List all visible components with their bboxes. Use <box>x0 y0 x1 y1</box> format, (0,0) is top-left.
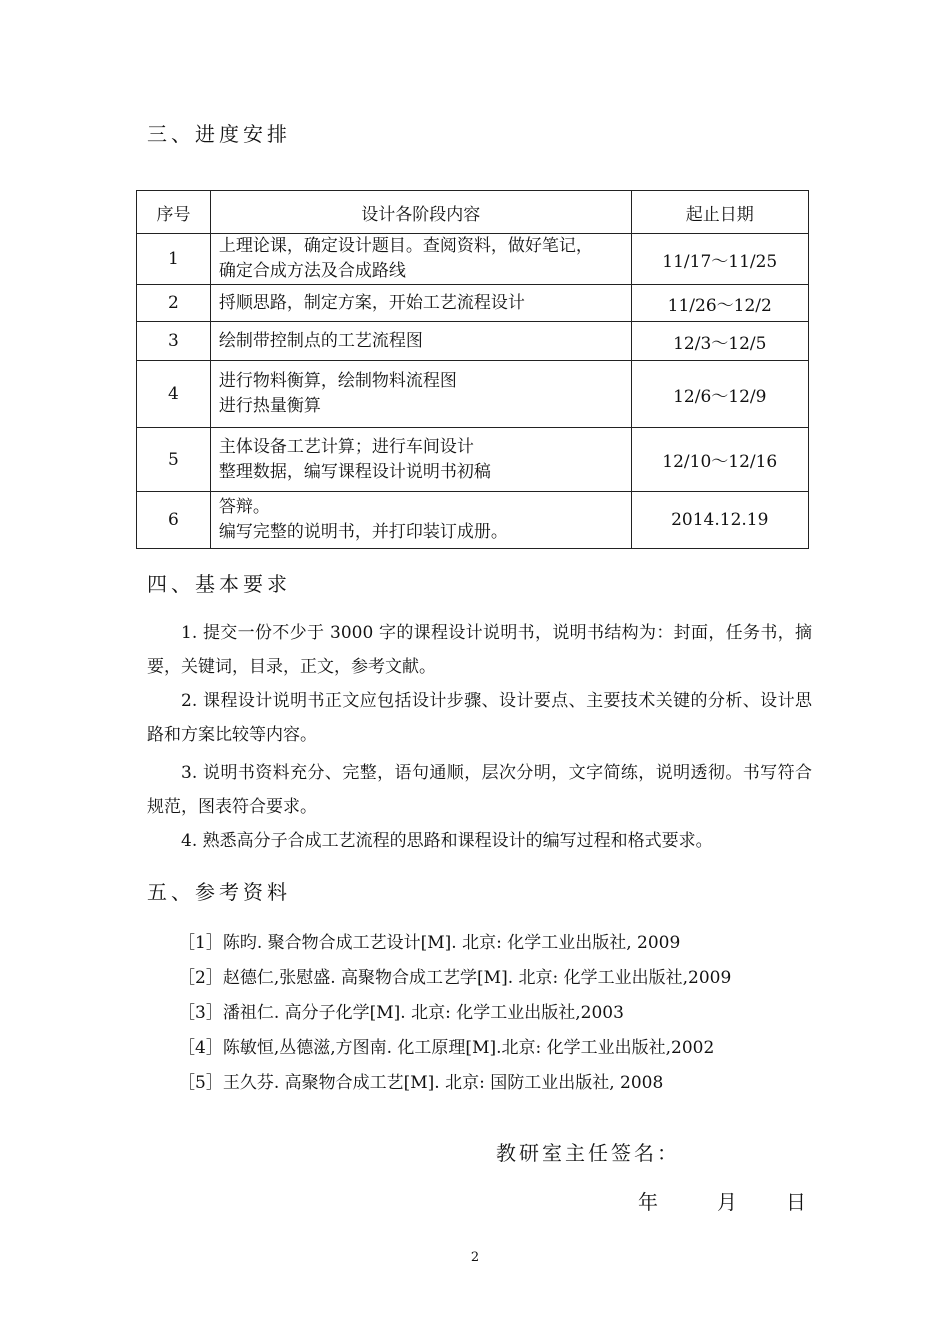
row-num: 5 <box>137 428 211 492</box>
requirement-text: 3. 说明书资料充分、完整，语句通顺，层次分明，文字简练，说明透彻。书写符合规范，图表符合要求。 <box>147 763 812 817</box>
row-content <box>210 234 631 285</box>
reference-item: ［2］赵德仁,张慰盛. 高聚物合成工艺学[M]. 北京: 化学工业出版社,2009 <box>178 968 732 988</box>
page-number: 2 <box>470 1250 480 1265</box>
requirement-item <box>147 756 812 824</box>
date-year-label: 年 <box>638 1190 658 1214</box>
row-content-line: 进行物料衡算，绘制物料流程图 <box>218 371 457 391</box>
row-content-line: 确定合成方法及合成路线 <box>218 261 406 281</box>
requirement-item <box>147 616 812 684</box>
row-date: 11/26～12/2 <box>631 285 808 322</box>
row-content <box>210 361 631 428</box>
table-header-row <box>137 191 809 234</box>
schedule-table <box>136 190 809 549</box>
reference-item: ［4］陈敏恒,丛德滋,方图南. 化工原理[M].北京: 化学工业出版社,2002 <box>178 1038 715 1058</box>
table-row <box>137 492 809 549</box>
row-content-line: 答辩。 <box>218 497 270 517</box>
row-num: 6 <box>137 492 211 549</box>
row-content-line: 主体设备工艺计算；进行车间设计 <box>218 436 474 457</box>
requirement-text: 4. 熟悉高分子合成工艺流程的思路和课程设计的编写过程和格式要求。 <box>181 831 713 851</box>
row-content-line: 编写完整的说明书，并打印装订成册。 <box>218 522 508 542</box>
reference-item: ［3］潘祖仁. 高分子化学[M]. 北京: 化学工业出版社,2003 <box>178 1003 624 1023</box>
row-content <box>210 285 631 322</box>
header-content: 设计各阶段内容 <box>210 191 631 234</box>
row-num: 1 <box>137 234 211 285</box>
row-date: 12/6～12/9 <box>631 361 808 428</box>
row-date: 2014.12.19 <box>631 492 808 549</box>
row-num: 2 <box>137 285 211 322</box>
row-content-line: 上理论课，确定设计题目。查阅资料，做好笔记， <box>218 236 593 256</box>
section-title-requirements: 四、基本要求 <box>147 572 291 596</box>
reference-item: ［5］王久芬. 高聚物合成工艺[M]. 北京: 国防工业出版社, 2008 <box>178 1073 664 1093</box>
requirement-item <box>147 824 812 858</box>
table-row <box>137 322 809 361</box>
requirement-text: 2. 课程设计说明书正文应包括设计步骤、设计要点、主要技术关键的分析、设计思路和方案比较等内容。 <box>147 691 812 745</box>
row-date: 12/10～12/16 <box>631 428 808 492</box>
date-month-label: 月 <box>717 1190 737 1214</box>
table-row <box>137 361 809 428</box>
section-title-schedule: 三、进度安排 <box>147 122 291 146</box>
row-content <box>210 492 631 549</box>
row-content <box>210 322 631 361</box>
row-num: 3 <box>137 322 211 361</box>
row-num: 4 <box>137 361 211 428</box>
requirement-item <box>147 684 812 752</box>
row-content-line: 绘制带控制点的工艺流程图 <box>218 330 423 351</box>
date-day-label: 日 <box>786 1190 806 1214</box>
table-row <box>137 285 809 322</box>
section-title-references: 五、参考资料 <box>147 880 291 904</box>
row-date: 12/3～12/5 <box>631 322 808 361</box>
row-date: 11/17～11/25 <box>631 234 808 285</box>
row-content <box>210 428 631 492</box>
row-content-line: 捋顺思路，制定方案，开始工艺流程设计 <box>218 292 525 313</box>
table-row <box>137 234 809 285</box>
table-row <box>137 428 809 492</box>
signature-label: 教研室主任签名： <box>496 1141 680 1165</box>
header-num: 序号 <box>137 191 211 234</box>
reference-item: ［1］陈昀. 聚合物合成工艺设计[M]. 北京: 化学工业出版社, 2009 <box>178 933 681 953</box>
header-date: 起止日期 <box>631 191 808 234</box>
requirement-text: 1. 提交一份不少于 3000 字的课程设计说明书，说明书结构为：封面，任务书，摘要，关键词，目录，正文，参考文献。 <box>147 623 812 677</box>
row-content-line: 整理数据，编写课程设计说明书初稿 <box>218 461 491 482</box>
row-content-line: 进行热量衡算 <box>218 396 321 416</box>
